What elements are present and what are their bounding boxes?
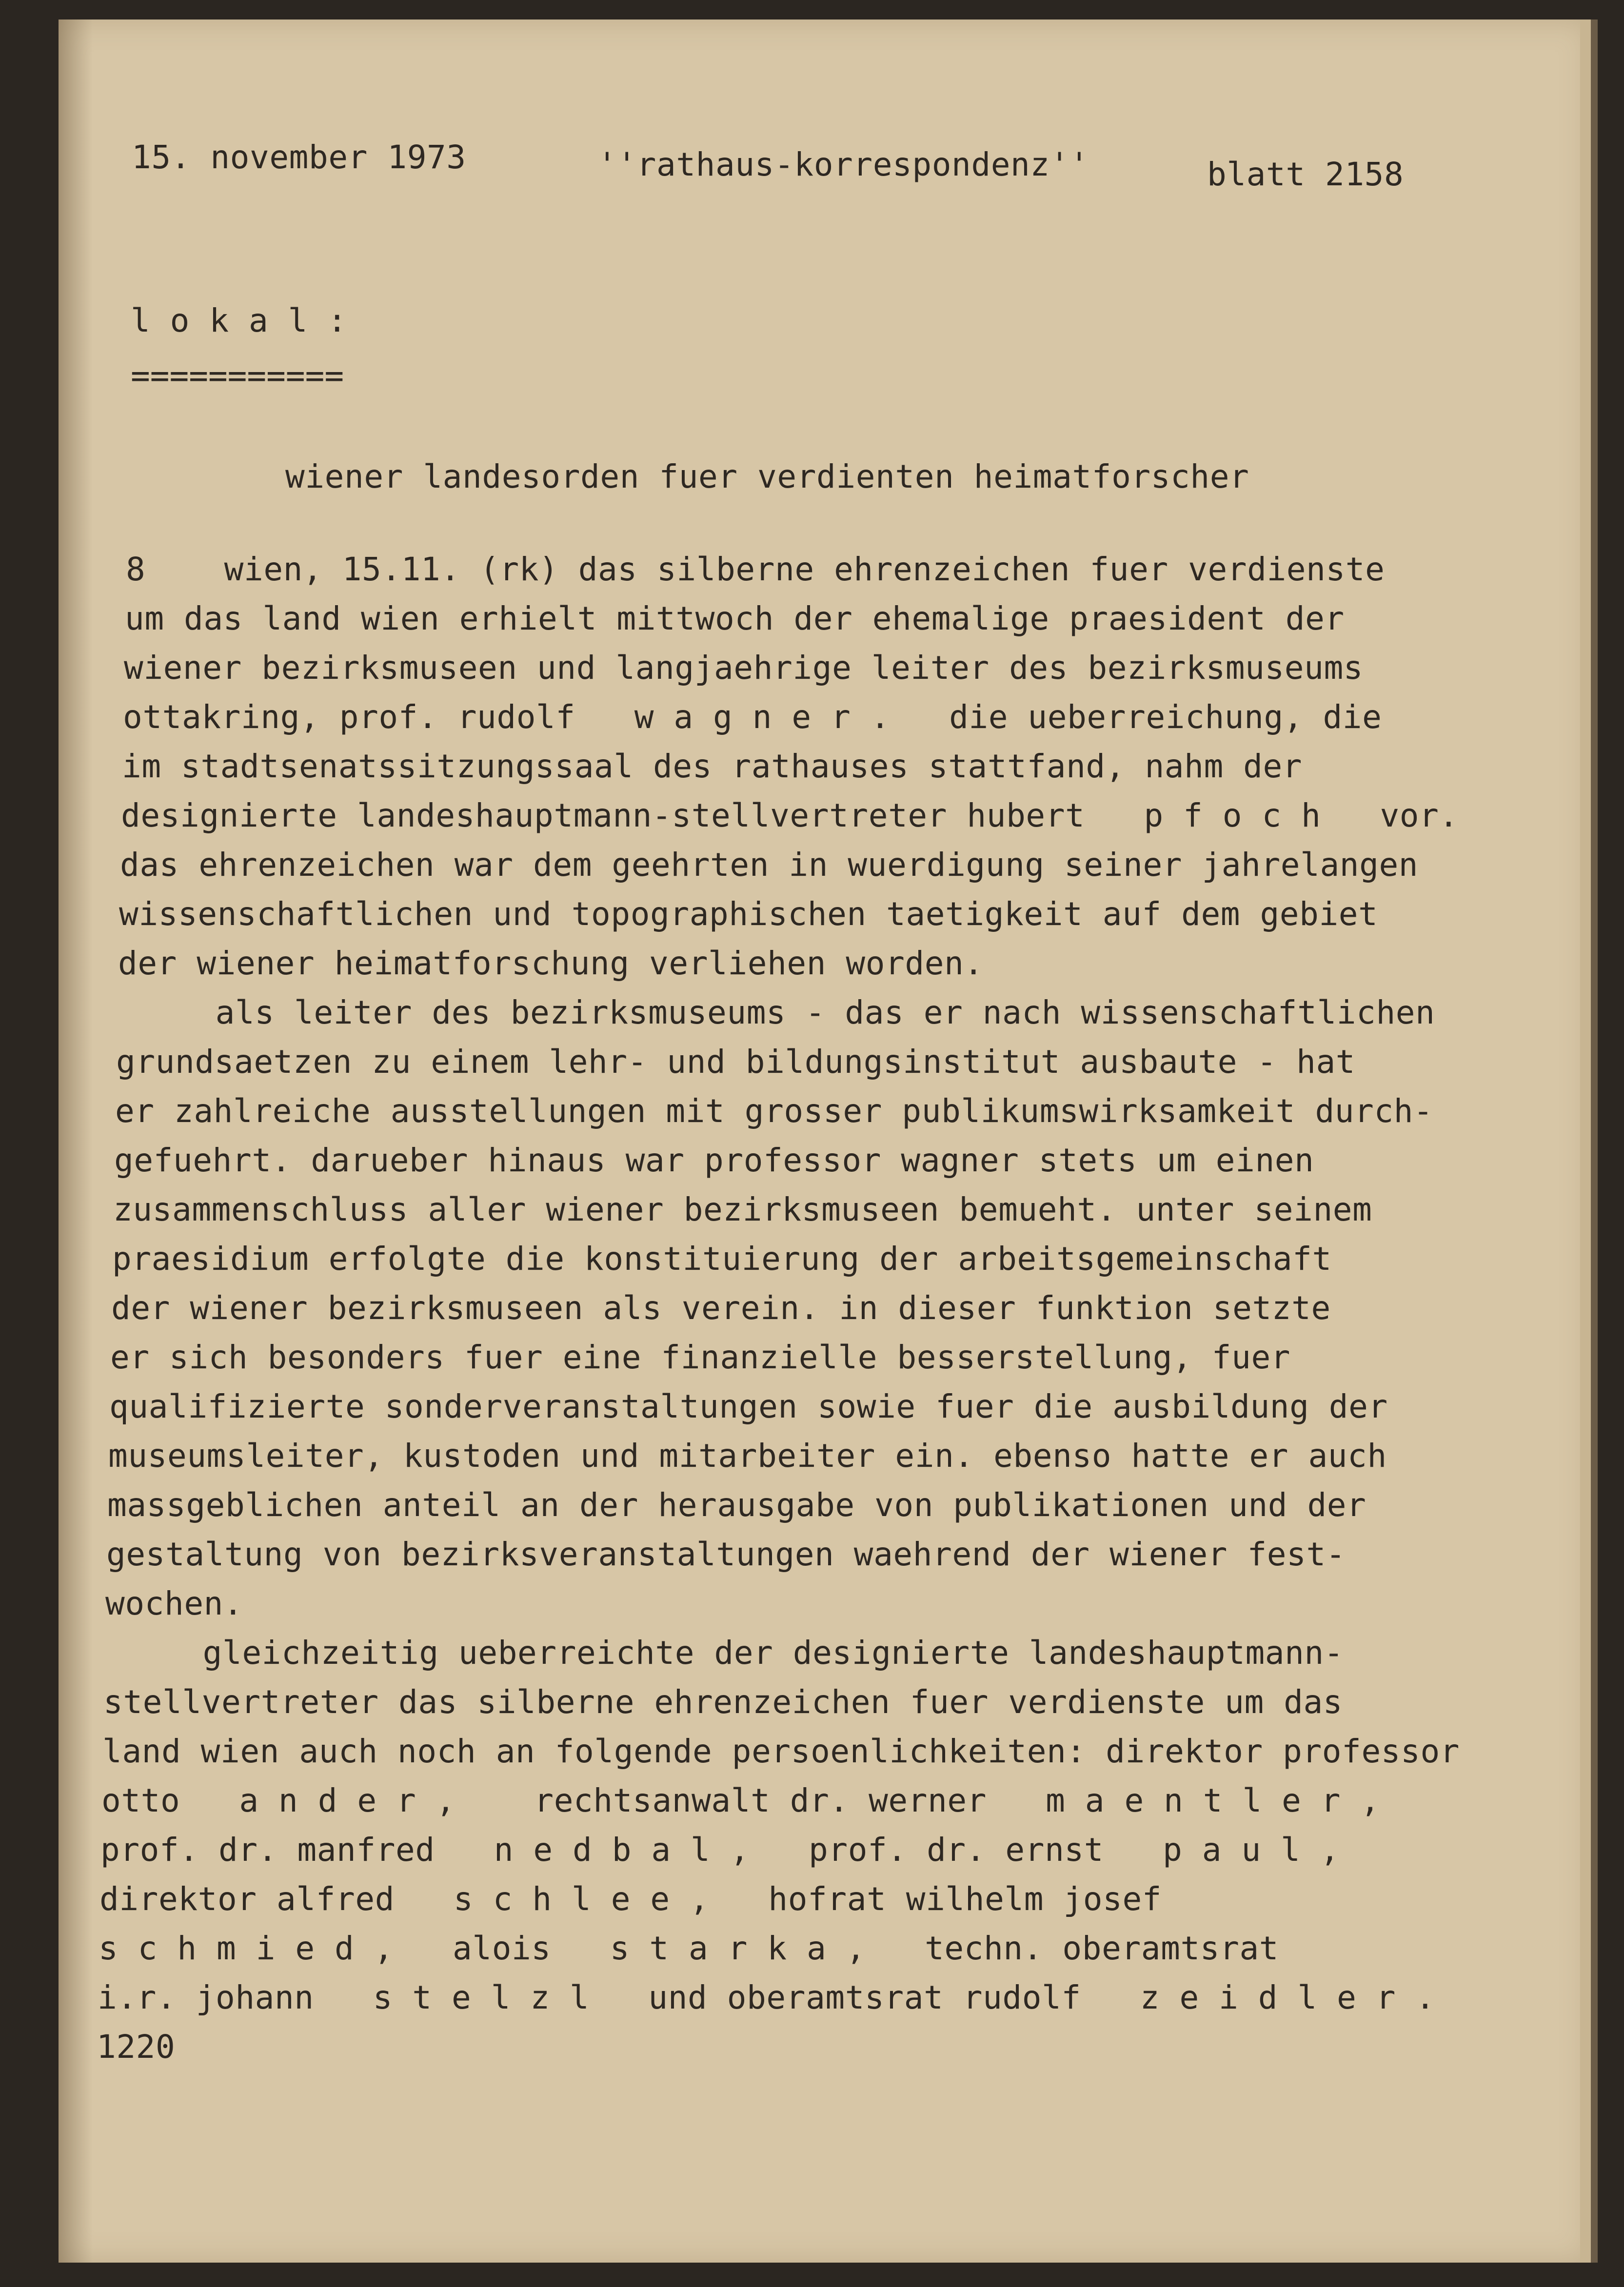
- body-line: als leiter des bezirksmuseums - das er nach wissenschaftlichen: [117, 994, 1435, 1031]
- header-date: 15. november 1973: [132, 138, 466, 176]
- body-line: qualifizierte sonderveranstaltungen sowie fuer die ausbildung der: [109, 1388, 1388, 1425]
- section-underline: ===========: [131, 357, 344, 394]
- body-line: praesidium erfolgte die konstituierung der arbeitsgemeinschaft: [112, 1240, 1332, 1278]
- body-line: wissenschaftlichen und topographischen taetigkeit auf dem gebiet: [119, 895, 1378, 933]
- body-line: der wiener bezirksmuseen als verein. in dieser funktion setzte: [111, 1289, 1331, 1327]
- document-code: 1220: [97, 2028, 176, 2066]
- body-line: er zahlreiche ausstellungen mit grosser publikumswirksamkeit durch-: [115, 1092, 1433, 1130]
- body-line: er sich besonders fuer eine finanzielle besserstellung, fuer: [110, 1339, 1291, 1376]
- body-line: um das land wien erhielt mittwoch der ehemalige praesident der: [125, 600, 1345, 637]
- paper-sheet: [59, 20, 1590, 2263]
- body-line: otto a n d e r , rechtsanwalt dr. werner m a e n t l e r ,: [101, 1782, 1380, 1819]
- body-line: i.r. johann s t e l z l und oberamtsrat rudolf z e i d l e r .: [98, 1979, 1435, 2016]
- body-line: stellvertreter das silberne ehrenzeichen fuer verdienste um das: [103, 1683, 1343, 1721]
- body-line: ottakring, prof. rudolf w a g n e r . die ueberreichung, die: [123, 698, 1382, 736]
- page-edge-dark: [1591, 20, 1598, 2263]
- binding-shadow: [59, 20, 93, 2263]
- page-edge: [1580, 20, 1591, 2263]
- body-line: land wien auch noch an folgende persoenlichkeiten: direktor professor: [102, 1733, 1460, 1770]
- header-publication: ''rathaus-korrespondenz'': [597, 146, 1089, 183]
- body-line: gestaltung von bezirksveranstaltungen waehrend der wiener fest-: [106, 1536, 1346, 1573]
- header-sheet-number: blatt 2158: [1207, 156, 1404, 193]
- body-line: grundsaetzen zu einem lehr- und bildungsinstitut ausbaute - hat: [116, 1043, 1356, 1081]
- body-line: s c h m i e d , alois s t a r k a , techn. oberamtsrat: [99, 1930, 1279, 1967]
- body-line: zusammenschluss aller wiener bezirksmuseen bemueht. unter seinem: [113, 1191, 1372, 1228]
- body-line: wiener bezirksmuseen und langjaehrige leiter des bezirksmuseums: [124, 649, 1364, 687]
- body-line: der wiener heimatforschung verliehen worden.: [118, 945, 984, 982]
- body-line: designierte landeshauptmann-stellvertreter hubert p f o c h vor.: [121, 797, 1459, 834]
- section-label: l o k a l :: [131, 302, 347, 339]
- body-line: gefuehrt. darueber hinaus war professor wagner stets um einen: [114, 1142, 1314, 1179]
- body-line: im stadtsenatssitzungssaal des rathauses stattfand, nahm der: [122, 748, 1303, 785]
- body-line: wochen.: [105, 1585, 243, 1622]
- body-line: 8 wien, 15.11. (rk) das silberne ehrenzeichen fuer verdienste: [126, 551, 1385, 588]
- article-headline: wiener landesorden fuer verdienten heimatforscher: [285, 458, 1249, 495]
- body-line: massgeblichen anteil an der herausgabe von publikationen und der: [107, 1486, 1367, 1524]
- body-line: museumsleiter, kustoden und mitarbeiter ein. ebenso hatte er auch: [108, 1437, 1387, 1475]
- body-line: das ehrenzeichen war dem geehrten in wuerdigung seiner jahrelangen: [120, 846, 1419, 884]
- body-line: gleichzeitig ueberreichte der designierte landeshauptmann-: [104, 1634, 1344, 1672]
- body-line: prof. dr. manfred n e d b a l , prof. dr. ernst p a u l ,: [100, 1831, 1340, 1869]
- body-line: direktor alfred s c h l e e , hofrat wilhelm josef: [99, 1880, 1162, 1918]
